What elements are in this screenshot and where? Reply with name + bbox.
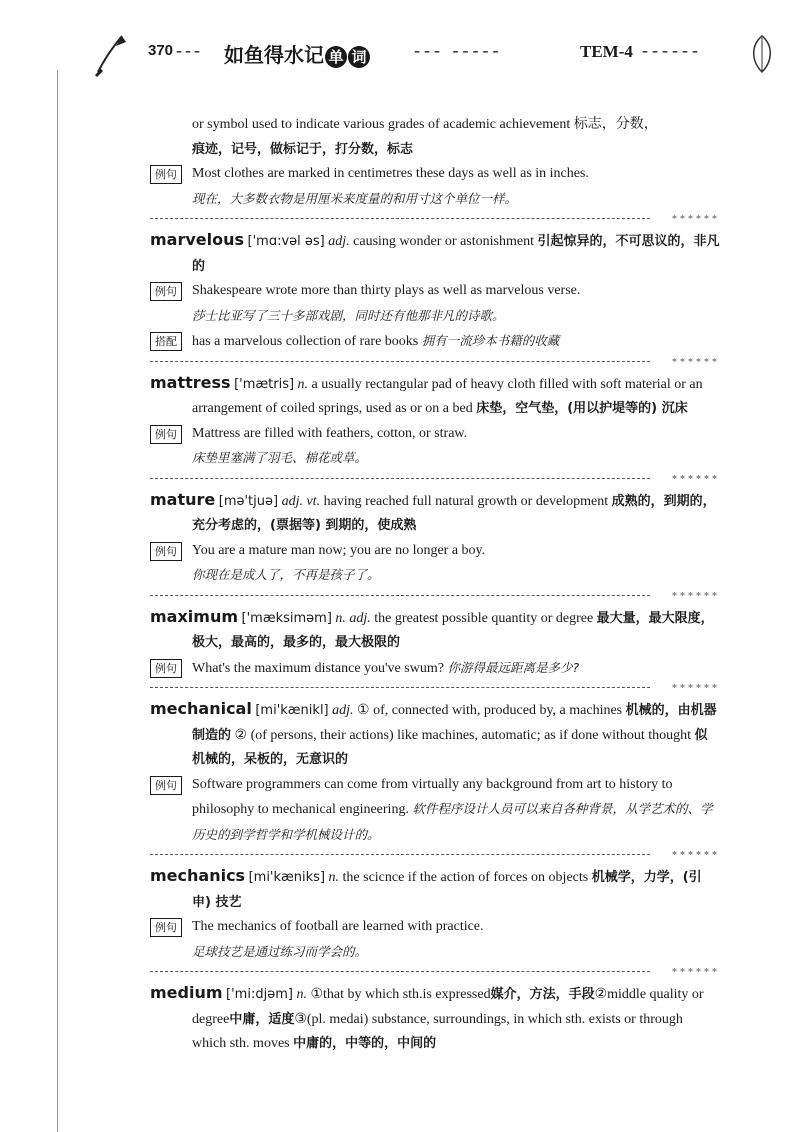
entry-mattress [150, 371, 720, 472]
definition [150, 981, 720, 1057]
definition-zh: 成熟的，到期的，充分考虑的，(票据等) 到期的，使成熟 [192, 493, 716, 533]
headword: maximum [150, 606, 239, 626]
definition-en: having reached full natural growth or development [323, 493, 609, 509]
part-of-speech: n. [297, 376, 309, 392]
headword: mechanical [150, 699, 252, 718]
header-dashes-right: ------ [642, 40, 702, 60]
definition-text: or symbol used to indicate various grades of academic achievement 标志，分数， [192, 117, 658, 132]
entry-mature [150, 488, 720, 589]
example-en: The mechanics of football are learned with practice. [192, 919, 484, 934]
page-number: 370 [148, 42, 174, 59]
separator-stars: ****** [672, 473, 720, 485]
entry-continuation [150, 113, 720, 212]
example-tag: 例句 [150, 776, 182, 795]
book-title-circle-2: 词 [348, 46, 370, 68]
part-of-speech: n. [296, 987, 307, 1002]
headword: marvelous [150, 230, 245, 249]
example-sentence [150, 162, 720, 212]
definition-zh: 媒介，方法，手段 [490, 987, 595, 1002]
definition [150, 697, 720, 773]
part-of-speech: adj. vt. [281, 493, 321, 509]
example-zh: 莎士比亚写了三十多部戏剧，同时还有他那非凡的诗歌。 [192, 307, 505, 323]
phonetic: [mə'tjuə] [218, 493, 279, 509]
definition-zh: 机械学，力学，(引申) 技艺 [192, 870, 702, 910]
headword: mature [150, 489, 216, 509]
collocation-tag: 搭配 [150, 332, 182, 351]
entry-maximum [150, 605, 720, 682]
headword: medium [150, 983, 223, 1002]
definition-zh: 最大量，最大限度，极大，最高的，最多的，最大极限的 [192, 610, 714, 650]
definition-zh-2: 似机械的，呆板的，无意识的 [192, 727, 708, 767]
definition-en: a usually rectangular pad of heavy cloth filled with soft material or an arrangement of coiled springs, used as or on a bed [192, 376, 703, 416]
example-zh: 现在，大多数衣物是用厘米来度量的和用寸这个单位一样。 [192, 190, 518, 206]
headword: mattress [150, 372, 231, 392]
example-sentence [150, 539, 720, 589]
part-of-speech: n. [328, 870, 340, 885]
definition-zh-2: 中庸，适度 [229, 1011, 295, 1027]
example-tag: 例句 [150, 659, 182, 678]
definition [150, 371, 720, 422]
definition-zh: 机械的，由机器制造的 [192, 703, 717, 743]
book-title-main: 如鱼得水记 [224, 43, 324, 67]
definition [150, 488, 720, 539]
headword: mechanics [150, 866, 246, 885]
page-edge-line [57, 70, 58, 1132]
definition-en: the scicnce if the action of forces on objects [342, 870, 589, 885]
phonetic: [mi'kæniks] [248, 870, 326, 885]
entry-separator [150, 850, 720, 860]
entry-separator [150, 683, 720, 693]
phonetic: ['mæksiməm] [241, 610, 332, 626]
book-title [224, 39, 370, 68]
phonetic: ['mi:djəm] [226, 987, 293, 1002]
separator-stars: ****** [672, 683, 720, 694]
collocation-zh: 拥有一流珍本书籍的收藏 [421, 333, 560, 348]
definition-en-2: ② (of persons, their actions) like machines, automatic; as if done without thought [234, 727, 692, 743]
part-of-speech: adj. [332, 703, 354, 718]
example-tag: 例句 [150, 165, 182, 184]
part-of-speech: n. adj. [335, 610, 371, 626]
quill-decoration-icon [92, 30, 132, 80]
collocation [150, 329, 720, 355]
entry-separator [150, 591, 720, 601]
definition [150, 228, 720, 279]
definition [150, 864, 720, 915]
definition-zh: 痕迹，记号，做标记于，打分数，标志 [192, 141, 414, 157]
entry-mechanics [150, 864, 720, 965]
example-sentence [150, 656, 720, 682]
definition-zh: 引起惊异的，不可思议的，非凡的 [192, 234, 720, 274]
definition-zh-3: 中庸的，中等的，中间的 [293, 1036, 437, 1051]
entry-separator [150, 357, 720, 367]
example-zh: 你现在是成人了，不再是孩子了。 [192, 567, 380, 582]
header-dashes-middle: --- ----- [414, 40, 503, 60]
dictionary-content [150, 113, 720, 1057]
example-en: You are a mature man now; you are no longer a boy. [192, 542, 486, 558]
entry-separator [150, 967, 720, 977]
separator-stars: ****** [672, 590, 720, 602]
example-zh: 足球技艺是通过练习而学会的。 [192, 943, 368, 959]
entry-medium [150, 981, 720, 1057]
separator-stars: ****** [672, 214, 720, 225]
entry-mechanical [150, 697, 720, 848]
phonetic: ['mɑ:vəl əs] [247, 234, 325, 249]
entry-separator [150, 214, 720, 224]
exam-label: TEM-4 [580, 42, 633, 61]
header-dashes-left: --- [176, 40, 203, 60]
example-zh: 软件程序设计人员可以来自各种背景，从学艺术的、学历史的到学哲学和学机械设计的。 [192, 801, 713, 842]
definition-en-2: ②middle quality or degree [192, 987, 704, 1027]
example-tag: 例句 [150, 542, 182, 561]
book-title-circle-1: 单 [325, 46, 347, 68]
example-en: What's the maximum distance you've swum? [192, 660, 444, 676]
entry-marvelous [150, 228, 720, 355]
example-en: Shakespeare wrote more than thirty plays as well as marvelous verse. [192, 283, 581, 298]
example-sentence [150, 915, 720, 965]
definition [150, 113, 720, 162]
separator-stars: ****** [672, 967, 720, 978]
definition-en: ① of, connected with, produced by, a machines [357, 703, 623, 718]
leaf-decoration-icon [744, 32, 780, 76]
separator-stars: ****** [672, 850, 720, 861]
part-of-speech: adj. [328, 234, 350, 249]
example-sentence [150, 773, 720, 849]
example-tag: 例句 [150, 918, 182, 937]
example-zh: 你游得最远距离是多少? [447, 659, 580, 675]
page-header [110, 30, 770, 80]
separator-stars: ****** [672, 356, 720, 368]
entry-separator [150, 474, 720, 484]
example-sentence [150, 422, 720, 472]
example-tag: 例句 [150, 425, 182, 444]
definition-zh: 床垫，空气垫，(用以护堤等的) 沉床 [476, 401, 688, 416]
collocation-en: has a marvelous collection of rare books [192, 334, 419, 349]
example-en: Most clothes are marked in centimetres these days as well as in inches. [192, 166, 589, 181]
definition-en-3: ③(pl. medai) substance, surroundings, in which sth. exists or through which sth. moves [192, 1011, 683, 1051]
example-en: Mattress are filled with feathers, cotton, or straw. [192, 425, 468, 441]
definition [150, 605, 720, 656]
example-en: Software programmers can come from virtually any background from art to history to philosophy to mechanical engineering. [192, 776, 673, 817]
example-zh: 床垫里塞满了羽毛、棉花或草。 [192, 450, 368, 465]
phonetic: ['mætris] [234, 376, 295, 392]
definition-en: the greatest possible quantity or degree [374, 610, 594, 626]
definition-en: causing wonder or astonishment [353, 234, 534, 249]
definition-en: ①that by which sth.is expressed [310, 987, 491, 1002]
example-sentence [150, 279, 720, 329]
phonetic: [mi'kænikl] [255, 703, 329, 718]
example-tag: 例句 [150, 282, 182, 301]
